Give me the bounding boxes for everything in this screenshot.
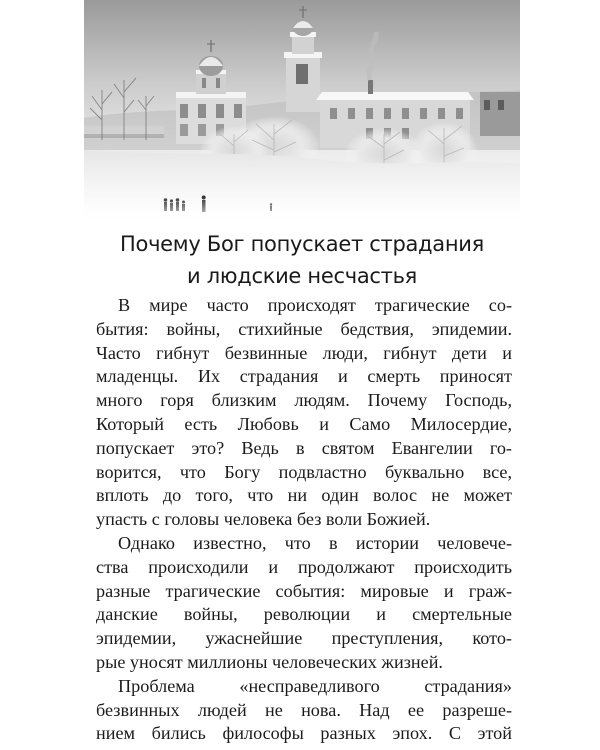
chapter-title-line: Почему Бог попускает страдания: [120, 232, 484, 256]
chapter-title-line: и людские несчастья: [187, 264, 417, 288]
text-line: Однако известно, что в истории человече-: [118, 532, 512, 553]
text-line: Часто гибнут безвинные люди, гибнут дети и: [96, 342, 512, 363]
text-line: упасть с головы человека без воли Божией.: [96, 509, 431, 530]
body-text: [96, 294, 512, 746]
text-line: ворится, что Богу подвластно буквально все,: [96, 461, 512, 482]
text-line: Проблема «несправедливого страдания»: [118, 675, 512, 696]
chapter-title: [84, 228, 520, 292]
text-line: безвинных людей не нова. Над ее разреше-: [96, 699, 512, 720]
text-line: данские войны, революции и смертельные: [96, 604, 512, 625]
text-line: ства происходили и продолжают происходить: [96, 556, 512, 577]
text-line: Который есть Любовь и Само Милосердие,: [96, 413, 512, 434]
text-line: В мире часто происходят трагические со-: [118, 295, 512, 315]
text-line: младенцы. Их страдания и смерть приносят: [96, 366, 512, 387]
text-line: много горя близким людям. Почему Господь,: [96, 390, 512, 411]
text-line: разные трагические события: мировые и граж-: [96, 580, 512, 601]
book-page: [84, 0, 520, 750]
text-line: попускает это? Ведь в святом Евангелии го-: [96, 437, 512, 458]
text-line: бытия: войны, стихийные бедствия, эпидемии.: [96, 318, 512, 339]
text-line: нием бились философы разных эпох. С этой: [96, 723, 512, 744]
monastery-winter-photo: [84, 0, 520, 224]
text-line: эпидемии, ужаснейшие преступления, кото-: [96, 628, 512, 649]
text-line: вплоть до того, что ни один волос не может: [96, 485, 512, 506]
text-line: рые уносят миллионы человеческих жизней.: [96, 651, 443, 672]
